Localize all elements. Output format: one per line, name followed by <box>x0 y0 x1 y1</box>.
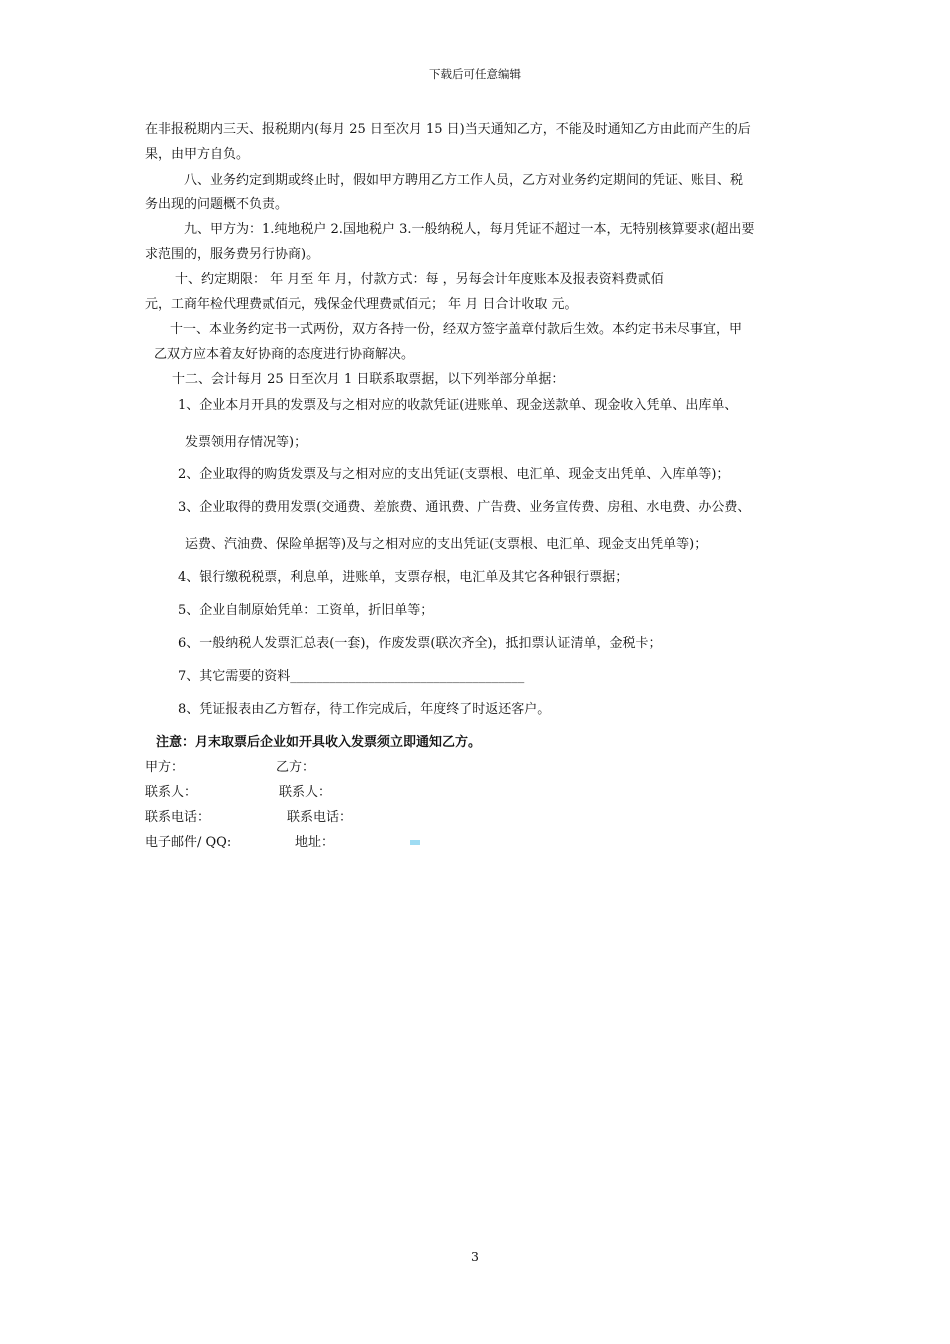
clause-11-line: 十一、本业务约定书一式两份，双方各持一份，经双方签字盖章付款后生效。本约定书未尽事宜，甲 <box>170 322 743 337</box>
paragraph-line: 果，由甲方自负。 <box>145 147 250 162</box>
address-b-label: 地址： <box>295 835 335 850</box>
clause-9-line: 求范围的，服务费另行协商)。 <box>145 247 320 262</box>
paragraph-line: 在非报税期内三天、报税期内(每月 25 日至次月 15 日)当天通知乙方，不能及时通知乙方由此而产生的后 <box>145 122 751 137</box>
clause-10-line: 十、约定期限： 年 月至 年 月，付款方式：每 ，另每会计年度账本及报表资料费贰佰 <box>175 272 664 287</box>
clause-8-line: 八、业务约定到期或终止时，假如甲方聘用乙方工作人员，乙方对业务约定期间的凭证、账目、税 <box>184 173 744 188</box>
party-b-label: 乙方： <box>276 760 316 775</box>
page-header: 下载后可任意编辑 <box>429 67 521 81</box>
clause-11-line: 乙双方应本着友好协商的态度进行协商解决。 <box>154 347 415 362</box>
party-a-label: 甲方： <box>145 760 185 775</box>
list-item: 3、企业取得的费用发票(交通费、差旅费、通讯费、广告费、业务宣传费、房租、水电费、办公费、 <box>178 500 751 515</box>
phone-a-label: 联系电话： <box>145 810 211 825</box>
clause-8-line: 务出现的问题概不负责。 <box>145 197 289 212</box>
list-item: 运费、汽油费、保险单据等)及与之相对应的支出凭证(支票根、电汇单、现金支出凭单等)； <box>185 537 708 552</box>
list-item: 8、凭证报表由乙方暂存，待工作完成后，年度终了时返还客户。 <box>178 702 551 717</box>
list-item: 6、一般纳税人发票汇总表(一套)，作废发票(联次齐全)，抵扣票认证清单，金税卡； <box>178 636 662 651</box>
list-item: 5、企业自制原始凭单：工资单，折旧单等； <box>178 603 434 618</box>
list-item: 发票领用存情况等)； <box>185 435 308 450</box>
clause-12-heading: 十二、会计每月 25 日至次月 1 日联系取票据，以下列举部分单据： <box>172 372 565 387</box>
clause-9-line: 九、甲方为：1.纯地税户 2.国地税户 3.一般纳税人，每月凭证不超过一本，无特别核算要求(超出要 <box>184 222 755 237</box>
contact-a-label: 联系人： <box>145 785 198 800</box>
page-number: 3 <box>471 1249 479 1264</box>
notice-text: 注意：月末取票后企业如开具收入发票须立即通知乙方。 <box>156 735 482 750</box>
email-a-label: 电子邮件/ QQ: <box>145 835 232 850</box>
phone-b-label: 联系电话： <box>287 810 353 825</box>
contact-b-label: 联系人： <box>279 785 332 800</box>
list-item: 1、企业本月开具的发票及与之相对应的收款凭证(进账单、现金送款单、现金收入凭单、出库单、 <box>178 398 738 413</box>
clause-10-line: 元，工商年检代理费贰佰元，残保金代理费贰佰元； 年 月 日合计收取 元。 <box>145 297 578 312</box>
list-item: 4、银行缴税税票，利息单，进账单，支票存根，电汇单及其它各种银行票据； <box>178 570 629 585</box>
list-item: 7、其它需要的资料____________________________________ <box>178 669 525 684</box>
list-item: 2、企业取得的购货发票及与之相对应的支出凭证(支票根、电汇单、现金支出凭单、入库单等)； <box>178 467 730 482</box>
highlight-marker <box>410 840 420 845</box>
